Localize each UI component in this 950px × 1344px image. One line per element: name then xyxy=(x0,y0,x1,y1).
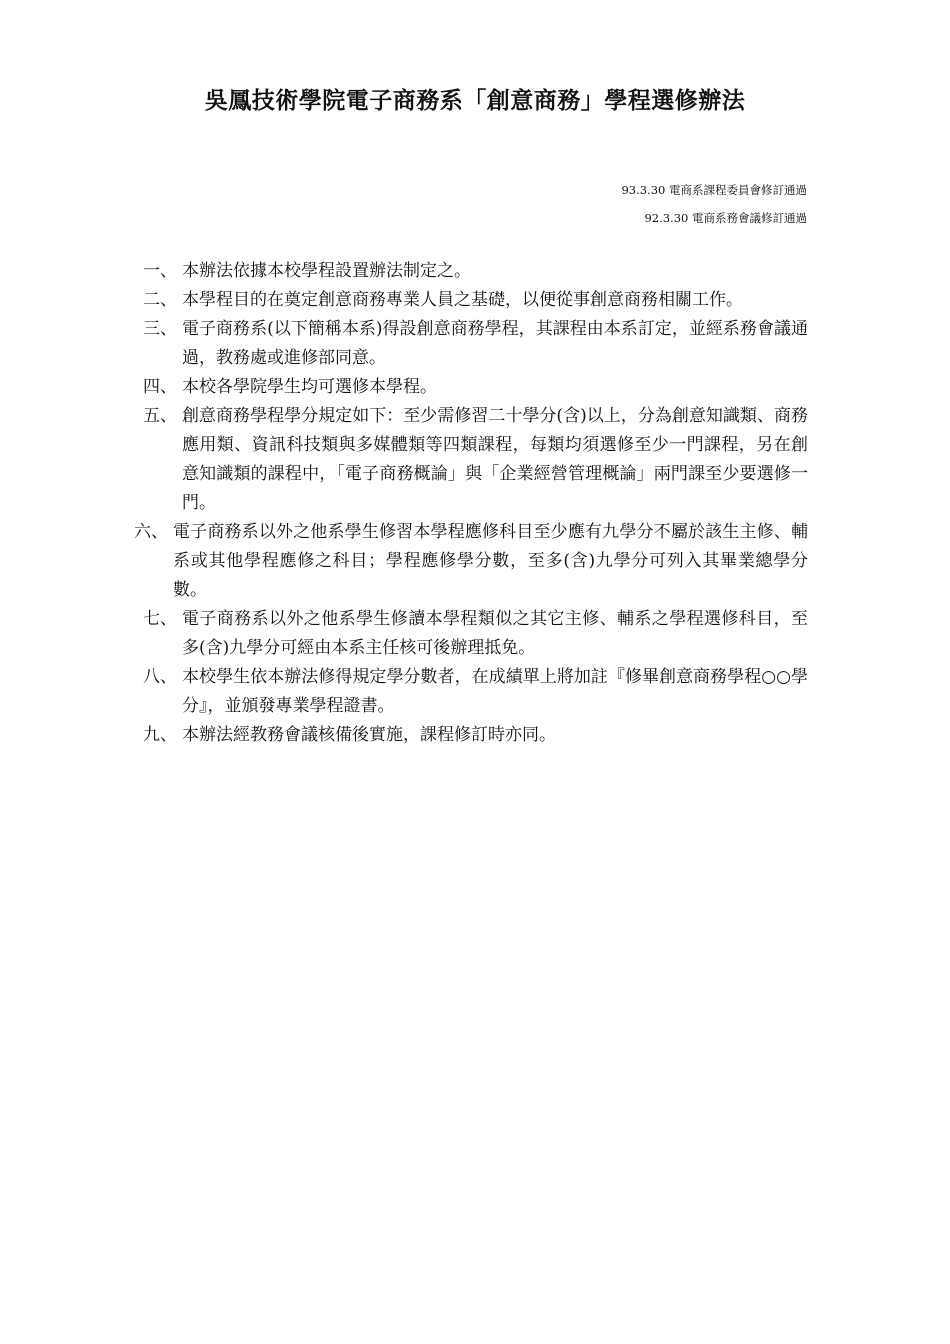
article-list xyxy=(0,257,950,750)
article-number: 九、 xyxy=(143,725,177,745)
article-text: 本校學生依本辦法修得規定學分數者，在成績單上將加註『修畢創意商務學程○○學分』，並頒發專業學程證書。 xyxy=(182,667,808,716)
revision-note: 93.3.30 電商系課程委員會修訂通過 xyxy=(621,183,807,197)
article-4 xyxy=(0,373,950,402)
article-6 xyxy=(0,518,950,605)
article-text: 本辦法依據本校學程設置辦法制定之。 xyxy=(182,261,471,281)
article-text: 本學程目的在奠定創意商務專業人員之基礎，以便從事創意商務相關工作。 xyxy=(182,290,743,310)
article-text: 本校各學院學生均可選修本學程。 xyxy=(182,377,437,397)
article-text: 電子商務系以外之他系學生修讀本學程類似之其它主修、輔系之學程選修科目，至多(含)九學分可經由本系主任核可後辦理抵免。 xyxy=(182,609,808,658)
article-number: 八、 xyxy=(143,667,177,687)
article-text: 電子商務系以外之他系學生修習本學程應修科目至少應有九學分不屬於該生主修、輔系或其他學程應修之科目；學程應修學分數，至多(含)九學分可列入其畢業總學分數。 xyxy=(173,522,808,600)
article-text: 電子商務系(以下簡稱本系)得設創意商務學程，其課程由本系訂定，並經系務會議通過，教務處或進修部同意。 xyxy=(182,319,808,368)
article-number: 四、 xyxy=(143,377,177,397)
article-7 xyxy=(0,605,950,663)
article-number: 一、 xyxy=(143,261,177,281)
article-5 xyxy=(0,402,950,518)
article-1 xyxy=(0,257,950,286)
article-number: 二、 xyxy=(143,290,177,310)
revision-note: 92.3.30 電商系務會議修訂通過 xyxy=(644,211,807,225)
article-2 xyxy=(0,286,950,315)
article-3 xyxy=(0,315,950,373)
article-9 xyxy=(0,721,950,750)
article-number: 五、 xyxy=(143,406,177,426)
article-text: 創意商務學程學分規定如下：至少需修習二十學分(含)以上，分為創意知識類、商務應用類、資訊科技類與多媒體類等四類課程，每類均須選修至少一門課程，另在創意知識類的課程中，「電子商務概論」與「企業經營管理概論」兩門課至少要選修一門。 xyxy=(182,406,808,513)
article-8 xyxy=(0,663,950,721)
document-title: 吳鳳技術學院電子商務系「創意商務」學程選修辦法 xyxy=(204,87,746,114)
article-number: 六、 xyxy=(134,522,168,542)
article-number: 三、 xyxy=(143,319,177,339)
article-text: 本辦法經教務會議核備後實施，課程修訂時亦同。 xyxy=(182,725,556,745)
revision-notes xyxy=(621,176,807,232)
article-number: 七、 xyxy=(143,609,177,629)
